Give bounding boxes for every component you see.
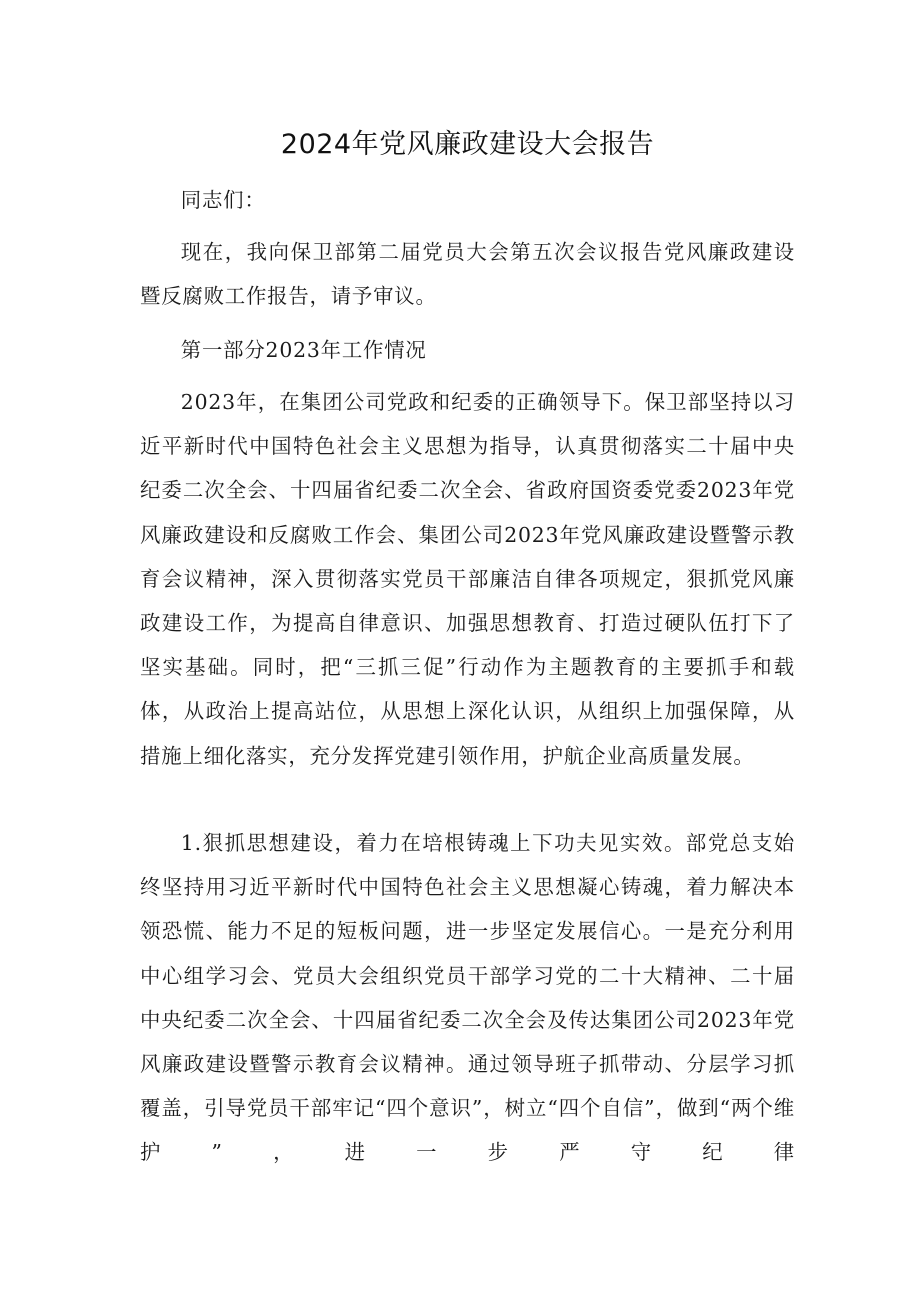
- document-title: 2024年党风廉政建设大会报告: [280, 129, 655, 160]
- paragraph-2023-overview: 2023年，在集团公司党政和纪委的正确领导下。保卫部坚持以习近平新时代中国特色社会主义思想为指导，认真贯彻落实二十届中央纪委二次全会、十四届省纪委二次全会、省政府国资委党委2023年党风廉政建设和反腐败工作会、集团公司2023年党风廉政建设暨警示教育会议精神，深入贯彻落实党员干部廉洁自律各项规定，狠抓党风廉政建设工作，为提高自律意识、加强思想教育、打造过硬队伍打下了坚实基础。同时，把“三抓三促”行动作为主题教育的主要抓手和载体，从政治上提高站位，从思想上深化认识，从组织上加强保障，从措施上细化落实，充分发挥党建引领作用，护航企业高质量发展。: [140, 390, 795, 768]
- section-heading-part-one: 第一部分2023年工作情况: [180, 338, 427, 362]
- salutation: 同志们：: [180, 188, 266, 212]
- paragraph-item-1: 1.狠抓思想建设，着力在培根铸魂上下功夫见实效。部党总支始终坚持用习近平新时代中国特色社会主义思想凝心铸魂，着力解决本领恐慌、能力不足的短板问题，进一步坚定发展信心。一是充分利用中心组学习会、党员大会组织党员干部学习党的二十大精神、二十届中央纪委二次全会、十四届省纪委二次全会及传达集团公司2023年党风廉政建设暨警示教育会议精神。通过领导班子抓带动、分层学习抓覆盖，引导党员干部牢记“四个意识”，树立“四个自信”，做到“两个维护”，进一步严守纪律: [140, 831, 795, 1165]
- paragraph-intro: 现在，我向保卫部第二届党员大会第五次会议报告党风廉政建设暨反腐败工作报告，请予审议。: [140, 240, 795, 309]
